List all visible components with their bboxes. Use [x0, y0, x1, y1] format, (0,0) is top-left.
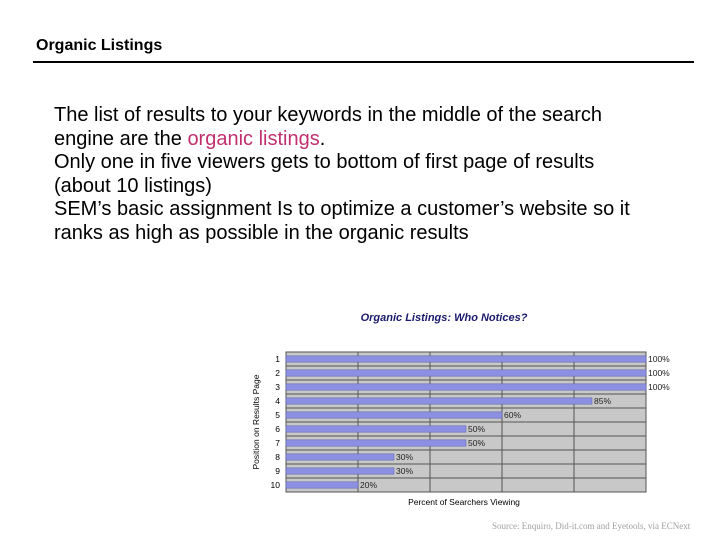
bar-position-5	[286, 412, 502, 418]
data-label: 100%	[648, 368, 670, 378]
y-tick-labels	[271, 354, 281, 490]
x-axis-label: Percent of Searchers Viewing	[408, 497, 520, 507]
y-tick-label: 3	[275, 382, 280, 392]
body-text	[54, 104, 654, 245]
y-axis-label: Position on Results Page	[251, 374, 261, 470]
y-tick-label: 9	[275, 466, 280, 476]
bar-position-4	[286, 398, 592, 404]
data-label: 30%	[396, 452, 414, 462]
organic-listings-chart	[248, 306, 670, 512]
data-label: 100%	[648, 354, 670, 364]
chart-title: Organic Listings: Who Notices?	[360, 312, 528, 324]
slide-title: Organic Listings	[36, 37, 163, 54]
bar-position-7	[286, 440, 466, 446]
y-tick-label: 4	[275, 396, 280, 406]
y-tick-label: 5	[275, 410, 280, 420]
y-tick-label: 8	[275, 452, 280, 462]
y-tick-label: 1	[275, 354, 280, 364]
source-note: Source: Enquiro, Did-it.com and Eyetools, via ECNext	[492, 521, 691, 531]
bar-position-6	[286, 426, 466, 432]
title-divider	[33, 61, 694, 63]
data-label: 100%	[648, 382, 670, 392]
bullet-sem-assignment: SEM’s basic assignment Is to optimize a customer’s website so it ranks as high as possible in the organic results	[54, 198, 630, 244]
organic-listings-highlight: organic listings	[187, 127, 320, 150]
y-tick-label: 6	[275, 424, 280, 434]
bar-position-10	[286, 482, 358, 488]
data-label: 85%	[594, 396, 612, 406]
bullet-1-end: .	[319, 127, 326, 150]
data-label: 60%	[504, 410, 522, 420]
bar-position-3	[286, 384, 646, 390]
bar-position-1	[286, 356, 646, 362]
bar-position-9	[286, 468, 394, 474]
data-label: 50%	[468, 424, 486, 434]
y-tick-label: 10	[270, 480, 280, 490]
data-label: 50%	[468, 438, 486, 448]
bullet-organic-listings	[54, 104, 654, 151]
bar-position-8	[286, 454, 394, 460]
bullet-1-text: The list of results to your keywords in the middle of the search engine are the	[54, 104, 603, 150]
y-tick-label: 2	[275, 368, 280, 378]
bar-position-2	[286, 370, 646, 376]
y-tick-label: 7	[275, 438, 280, 448]
data-label: 30%	[396, 466, 414, 476]
bullet-one-in-five: Only one in five viewers gets to bottom of first page of results (about 10 listings)	[54, 151, 595, 197]
data-label: 20%	[360, 480, 378, 490]
